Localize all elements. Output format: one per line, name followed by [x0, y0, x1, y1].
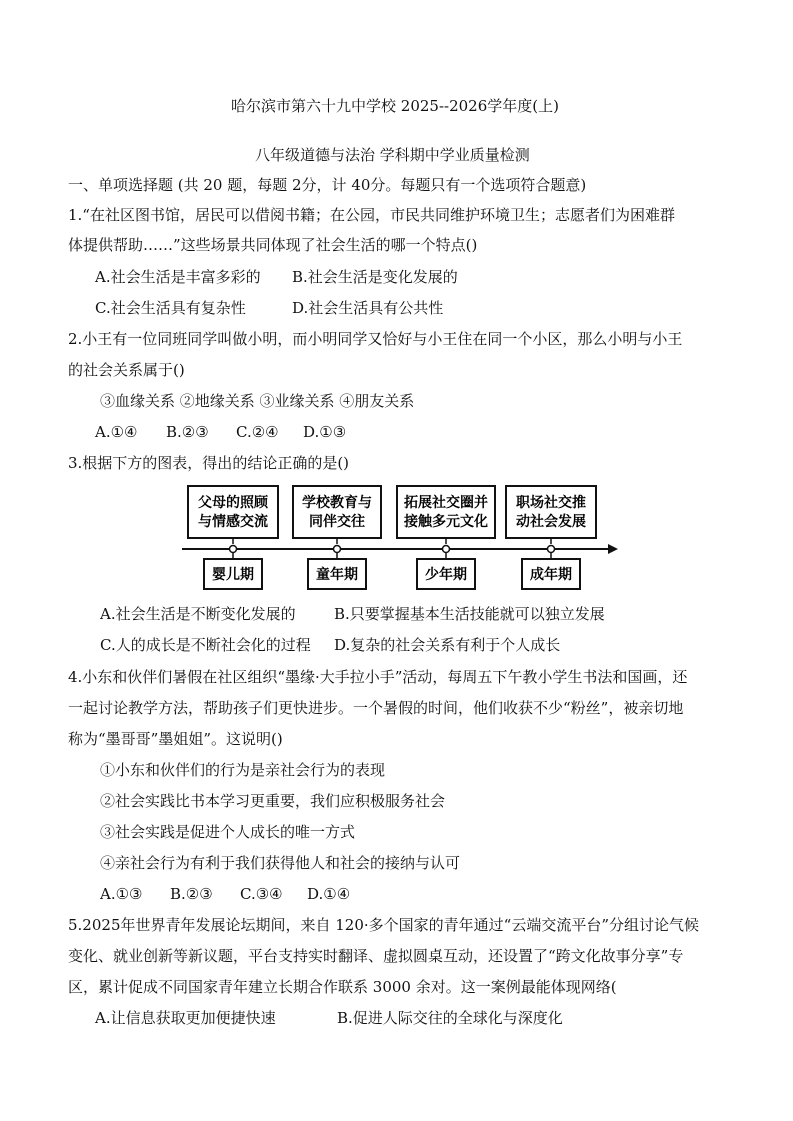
q4-stem-line1: 4.小东和伙伴们暑假在社区组织“墨缘·大手拉小手”活动，每周五下午教小学生书法和国画，还	[68, 668, 688, 686]
growth-stage-diagram	[180, 478, 620, 598]
box-4-line2: 动社会发展	[516, 514, 586, 530]
box-2-line1: 学校教育与	[302, 495, 372, 511]
q3-option-a: A.社会生活是不断变化发展的	[100, 605, 296, 623]
box-3-line1: 拓展社交圈并	[404, 495, 488, 511]
svg-text:婴儿期: 婴儿期	[212, 567, 254, 583]
q3-option-b: B.只要掌握基本生活技能就可以独立发展	[334, 605, 605, 623]
q4-stem-line3: 称为“墨哥哥”墨姐姐”。这说明()	[68, 730, 283, 748]
q4-stem-line2: 一起讨论教学方法，帮助孩子们更快进步。一个暑假的时间，他们收获不少“粉丝”，被亲切地	[68, 699, 684, 717]
q1-stem-line2: 体提供帮助……”这些场景共同体现了社会生活的哪一个特点()	[68, 236, 478, 254]
q4-option-a: A.①③	[100, 885, 143, 903]
q2-items: ③血缘关系 ②地缘关系 ③业缘关系 ④朋友关系	[100, 392, 415, 410]
section-heading: 一、单项选择题 (共 20 题，每题 2分，计 40分。每题只有一个选项符合题意)	[68, 176, 587, 194]
q4-item-3: ③社会实践是促进个人成长的唯一方式	[100, 823, 356, 841]
q5-option-a: A.让信息获取更加便捷快速	[95, 1009, 276, 1027]
diagram-box-3	[397, 486, 495, 538]
diagram-box-2	[293, 486, 381, 538]
stage-adolescence	[417, 559, 475, 589]
q2-option-c: C.②④	[236, 423, 279, 441]
q1-option-b: B.社会生活是变化发展的	[292, 268, 458, 286]
q4-item-2: ②社会实践比书本学习更重要，我们应积极服务社会	[100, 792, 446, 810]
stage-adulthood	[522, 559, 580, 589]
q1-stem-line1: 1.“在社区图书馆，居民可以借阅书籍；在公园，市民共同维护环境卫生；志愿者们为困难群	[68, 206, 675, 224]
q1-option-c: C.社会生活具有复杂性	[95, 299, 246, 317]
q2-stem-line2: 的社会关系属于()	[68, 361, 185, 379]
q3-option-c: C.人的成长是不断社会化的过程	[100, 636, 311, 654]
q2-option-a: A.①④	[95, 423, 138, 441]
svg-text:少年期: 少年期	[425, 567, 467, 583]
q4-option-b: B.②③	[170, 885, 213, 903]
q3-stem: 3.根据下方的图表，得出的结论正确的是()	[68, 454, 350, 472]
svg-text:成年期: 成年期	[530, 567, 572, 583]
q2-option-b: B.②③	[166, 423, 209, 441]
q4-option-d: D.①④	[307, 885, 351, 903]
q5-option-b: B.促进人际交往的全球化与深度化	[337, 1009, 563, 1027]
stage-childhood	[308, 559, 366, 589]
q1-option-a: A.社会生活是丰富多彩的	[95, 268, 261, 286]
q4-option-c: C.③④	[240, 885, 283, 903]
q5-stem-line1: 5.2025年世界青年发展论坛期间，来自 120·多个国家的青年通过“云端交流平台”分组讨论气候	[68, 916, 699, 934]
svg-text:童年期: 童年期	[316, 567, 358, 583]
diagram-box-1	[188, 486, 278, 538]
q5-stem-line2: 变化、就业创新等新议题，平台支持实时翻译、虚拟圆桌互动，还设置了“跨文化故事分享”专	[68, 947, 684, 965]
q4-item-4: ④亲社会行为有利于我们获得他人和社会的接纳与认可	[100, 854, 461, 872]
q2-option-d: D.①③	[303, 423, 347, 441]
box-2-line2: 同伴交往	[309, 514, 365, 530]
q2-stem-line1: 2.小王有一位同班同学叫做小明，而小明同学又恰好与小王住在同一个小区，那么小明与小王	[68, 330, 683, 348]
q3-option-d: D.复杂的社会关系有利于个人成长	[334, 636, 561, 654]
q4-item-1: ①小东和伙伴们的行为是亲社会行为的表现	[100, 761, 386, 779]
box-3-line2: 接触多元文化	[404, 514, 488, 530]
box-1-line1: 父母的照顾	[198, 495, 268, 511]
q5-stem-line3: 区，累计促成不同国家青年建立长期合作联系 3000 余对。这一案例最能体现网络(	[68, 978, 617, 996]
exam-subject-title: 八年级道德与法治 学科期中学业质量检测	[255, 146, 530, 164]
box-1-line2: 与情感交流	[198, 514, 268, 530]
diagram-box-4	[506, 486, 596, 538]
stage-infancy	[204, 559, 262, 589]
exam-school-title: 哈尔滨市第六十九中学校 2025--2026学年度(上)	[231, 97, 559, 115]
q1-option-d: D.社会生活具有公共性	[292, 299, 444, 317]
box-4-line1: 职场社交推	[516, 495, 586, 511]
